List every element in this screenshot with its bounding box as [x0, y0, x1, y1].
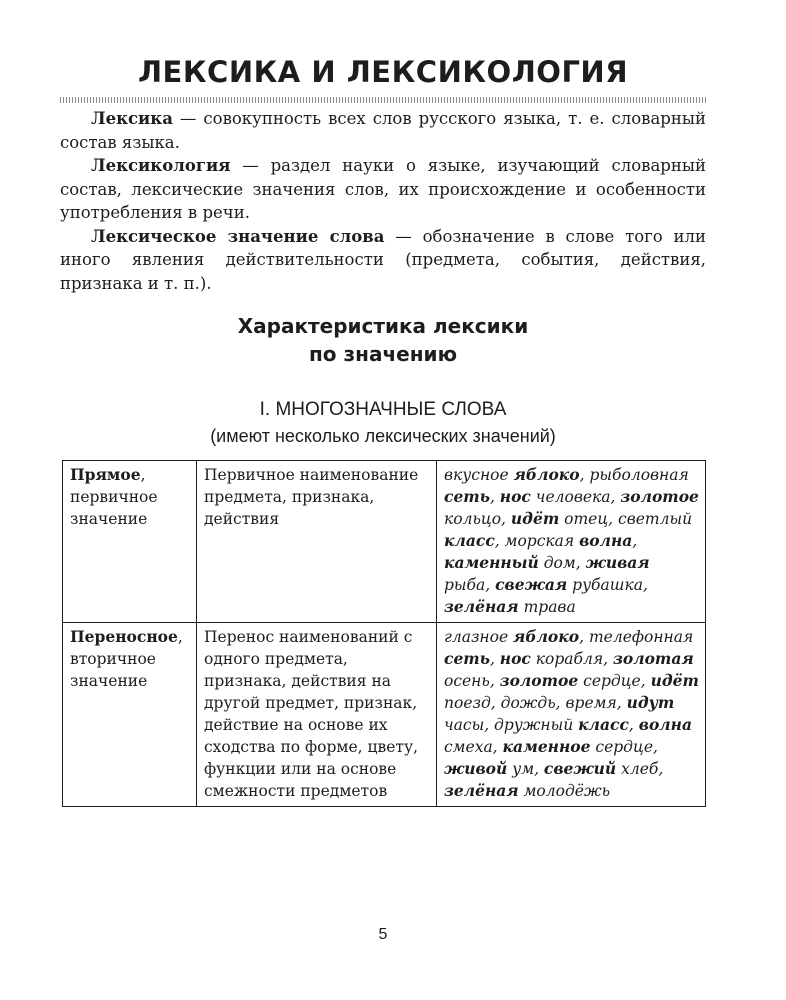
table-row [63, 461, 706, 623]
example-text: , [489, 488, 500, 506]
example-text: часы, дружный [444, 716, 579, 734]
example-text: человека, [530, 488, 621, 506]
example-text: вкусное [444, 466, 514, 484]
example-word: нос [499, 487, 531, 506]
example-text: , телефонная [579, 628, 694, 646]
section-note: (имеют несколько лексических значений) [210, 426, 556, 446]
example-text: молодёжь [518, 782, 611, 800]
example-text: хлеб, [616, 760, 664, 778]
meaning-type: Переносное [70, 627, 178, 646]
example-text: отец, светлый [559, 510, 693, 528]
section-subheading: I. МНОГОЗНАЧНЫЕ СЛОВА [259, 399, 507, 420]
example-text: дом, [538, 554, 586, 572]
meanings-table [62, 460, 706, 807]
example-word: яблоко [513, 627, 580, 646]
example-word: свежий [543, 759, 617, 778]
definition-term: Лексика [91, 109, 173, 128]
example-text: трава [518, 598, 576, 616]
example-word: золотая [613, 649, 694, 668]
example-word: яблоко [513, 465, 580, 484]
example-word: живой [444, 759, 508, 778]
example-word: каменный [444, 553, 539, 572]
example-text: осень, [444, 672, 500, 690]
definition-leksikologiya [60, 154, 706, 225]
meaning-description: Перенос наименований с одного предмета, признака, действия на другой предмет, признак, действие на основе их сходства по форме, цвету, функции или на основе смежности предметов [197, 623, 437, 807]
example-text: , [632, 532, 638, 550]
definition-lexical-meaning [60, 225, 706, 296]
example-word: зелёная [444, 597, 519, 616]
page-number: 5 [378, 926, 388, 943]
meaning-type: Прямое [70, 465, 141, 484]
definition-term: Лексикология [91, 156, 231, 175]
example-word: каменное [502, 737, 591, 756]
example-word: идёт [510, 509, 560, 528]
example-text: рубашка, [567, 576, 648, 594]
example-text: смеха, [444, 738, 503, 756]
example-word: живая [585, 553, 650, 572]
example-word: класс [444, 531, 495, 550]
definition-text: — обозначение в слове того или иного явления действительности (предмета, события, действия, признака и т. п.). [60, 226, 706, 293]
example-text: сердце, [590, 738, 658, 756]
example-text: сердце, [578, 672, 651, 690]
definition-lexika [60, 107, 706, 154]
example-word: сеть [444, 487, 490, 506]
example-word: сеть [444, 649, 490, 668]
meaning-type-cell [63, 461, 197, 623]
example-word: волна [579, 531, 633, 550]
meaning-examples [437, 461, 706, 623]
meaning-type-cell [63, 623, 197, 807]
example-word: идёт [650, 671, 699, 690]
example-word: зелёная [444, 781, 519, 800]
definition-text: — раздел науки о языке, изучающий словарный состав, лексические значения слов, их происхождение и особенности употребления в речи. [60, 156, 706, 222]
example-word: золотое [499, 671, 579, 690]
example-text: ум, [507, 760, 544, 778]
example-text: поезд, дождь, время, [444, 694, 627, 712]
example-text: кольцо, [444, 510, 511, 528]
meaning-description: Первичное наименование предмета, признака, действия [197, 461, 437, 623]
example-word: нос [499, 649, 531, 668]
example-text: , [489, 650, 500, 668]
section-heading-line2: по значению [308, 342, 458, 366]
example-text: корабля, [530, 650, 613, 668]
meaning-type-rest: , первичное значение [70, 466, 158, 528]
section-heading-line1: Характеристика лексики [237, 314, 529, 338]
definitions [60, 107, 706, 295]
definition-text: — совокупность всех слов русского языка, т. е. словарный состав языка. [60, 109, 706, 152]
example-text: рыба, [444, 576, 496, 594]
example-word: золотое [620, 487, 699, 506]
definition-term: Лексическое значение слова [91, 226, 385, 246]
example-text: , рыболовная [579, 466, 689, 484]
section-heading [60, 312, 706, 368]
example-word: класс [578, 715, 629, 734]
page-title: ЛЕКСИКА И ЛЕКСИКОЛОГИЯ [137, 55, 629, 89]
meaning-type-rest: , вторичное значение [70, 628, 183, 690]
example-text: , [628, 716, 639, 734]
example-word: идут [626, 693, 675, 712]
example-text: глазное [444, 628, 514, 646]
meaning-examples [437, 623, 706, 807]
title-divider [60, 97, 706, 103]
example-text: , морская [494, 532, 580, 550]
example-word: волна [638, 715, 692, 734]
example-word: свежая [495, 575, 568, 594]
table-row [63, 623, 706, 807]
